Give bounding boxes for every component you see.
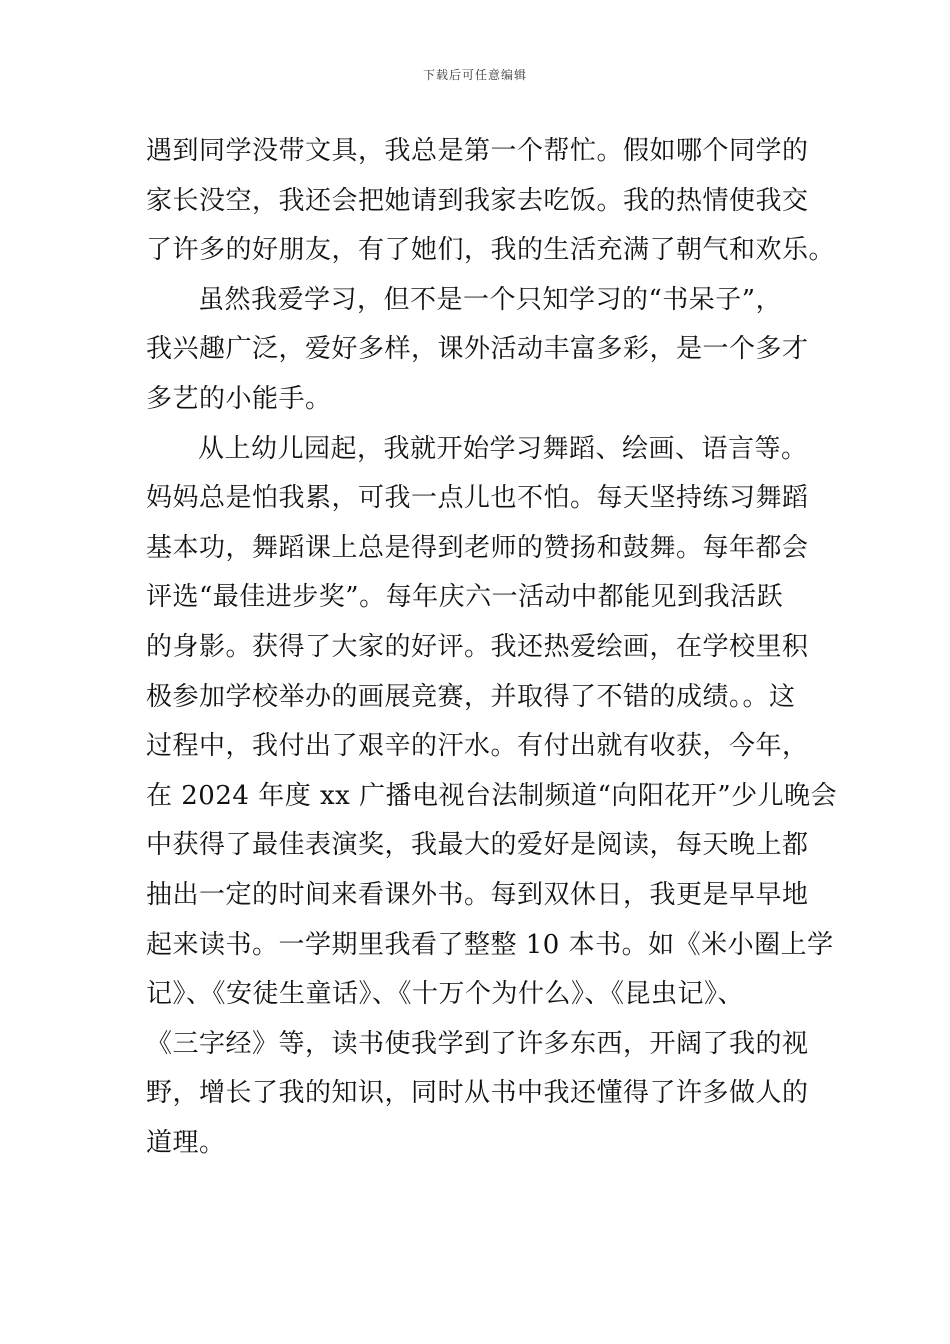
text-line: 起来读书。一学期里我看了整整 10 本书。如《米小圈上学 bbox=[146, 929, 834, 960]
paragraph-2 bbox=[146, 276, 826, 425]
text-line: 基本功，舞蹈课上总是得到老师的赞扬和鼓舞。每年都会 bbox=[146, 532, 809, 563]
text-line: 了许多的好朋友，有了她们，我的生活充满了朝气和欢乐。 bbox=[146, 235, 836, 266]
text-line: 中获得了最佳表演奖，我最大的爱好是阅读，每天晚上都 bbox=[146, 830, 809, 861]
text-line: 野，增长了我的知识，同时从书中我还懂得了许多做人的 bbox=[146, 1078, 809, 1109]
text-line: 我兴趣广泛，爱好多样，课外活动丰富多彩，是一个多才 bbox=[146, 334, 809, 365]
text-line: 评选“最佳进步奖”。每年庆六一活动中都能见到我活跃 bbox=[146, 582, 784, 613]
text-line: 在 2024 年度 xx 广播电视台法制频道“向阳花开”少儿晚会 bbox=[146, 780, 838, 811]
text-line: 过程中，我付出了艰辛的汗水。有付出就有收获，今年， bbox=[146, 731, 809, 762]
text-line: 极参加学校举办的画展竞赛，并取得了不错的成绩。。这 bbox=[146, 681, 796, 712]
text-line: 道理。 bbox=[146, 1127, 226, 1158]
text-line: 《三字经》等，读书使我学到了许多东西，开阔了我的视 bbox=[146, 1028, 809, 1059]
text-line: 遇到同学没带文具，我总是第一个帮忙。假如哪个同学的 bbox=[146, 136, 809, 166]
text-line: 家长没空，我还会把她请到我家去吃饭。我的热情使我交 bbox=[146, 185, 809, 216]
text-line: 的身影。获得了大家的好评。我还热爱绘画，在学校里积 bbox=[146, 631, 809, 662]
paragraph-3 bbox=[146, 425, 838, 1169]
paragraph-1 bbox=[146, 127, 836, 276]
text-line: 虽然我爱学习，但不是一个只知学习的“书呆子”， bbox=[198, 284, 783, 315]
text-line: 从上幼儿园起，我就开始学习舞蹈、绘画、语言等。 bbox=[198, 433, 808, 464]
page-header: 下载后可任意编辑 bbox=[422, 68, 527, 82]
text-line: 妈妈总是怕我累，可我一点儿也不怕。每天坚持练习舞蹈 bbox=[146, 483, 809, 514]
text-line: 多艺的小能手。 bbox=[146, 383, 332, 414]
text-line: 记》、《安徒生童话》、《十万个为什么》、《昆虫记》、 bbox=[146, 979, 745, 1010]
document-body bbox=[146, 127, 838, 1168]
text-line: 抽出一定的时间来看课外书。每到双休日，我更是早早地 bbox=[146, 879, 809, 910]
